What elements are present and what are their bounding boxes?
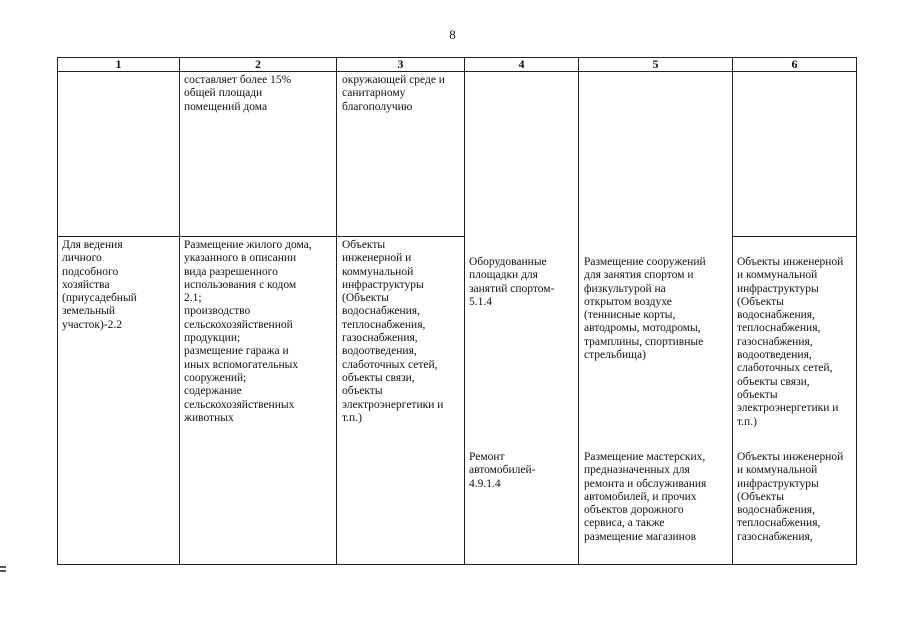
table-border-bottom xyxy=(57,564,857,565)
table-cell: Объекты инженерной и коммунальной инфраструктуры (Объекты водоснабжения, теплоснабжения, газоснабжения, водоотведения, слаботочных сетей, объекты связи, объекты электроэнергетики и т.п.) xyxy=(737,256,844,428)
table-border-right xyxy=(856,57,857,565)
table-cell: Размещение сооружений для занятия спортом и физкультурой на открытом воздухе (теннисные корты, автодромы, мотодромы, трамплины, спортивные стрельбища) xyxy=(584,256,706,362)
column-divider xyxy=(464,57,465,565)
row-divider xyxy=(732,236,857,237)
table-cell: составляет более 15% общей площади помещений дома xyxy=(184,74,292,113)
column-divider xyxy=(179,57,180,565)
column-header-6: 6 xyxy=(791,57,798,71)
table-cell: Размещение жилого дома, указанного в описании вида разрешенного использования с кодом 2.1; производство сельскохозяйственной продукции; размещение гаража и иных вспомогательных сооружений; содержание сельскохозяйственных животных xyxy=(184,239,312,424)
table-cell: Для ведения личного подсобного хозяйства (приусадебный земельный участок)-2.2 xyxy=(62,239,137,331)
column-divider xyxy=(732,57,733,565)
table-cell: Размещение мастерских, предназначенных для ремонта и обслуживания автомобилей, и прочих объектов дорожного сервиса, а также размещение магазинов xyxy=(584,451,707,543)
column-header-3: 3 xyxy=(397,57,404,71)
table-cell: окружающей среде и санитарному благополучию xyxy=(342,74,445,113)
row-divider xyxy=(57,236,465,237)
page-number: 8 xyxy=(449,27,456,42)
scan-edge-mark xyxy=(0,566,6,568)
table-cell: Объекты инженерной и коммунальной инфраструктуры (Объекты водоснабжения, теплоснабжения, газоснабжения, водоотведения, слаботочных сетей, объекты связи, объекты электроэнергетики и т.п.) xyxy=(342,239,444,424)
scan-edge-mark xyxy=(0,570,6,572)
table-cell: Ремонт автомобилей- 4.9.1.4 xyxy=(469,451,536,490)
column-header-4: 4 xyxy=(518,57,525,71)
table-cell: Объекты инженерной и коммунальной инфраструктуры (Объекты водоснабжения, теплоснабжения, газоснабжения, xyxy=(737,451,844,543)
column-header-5: 5 xyxy=(652,57,659,71)
column-header-1: 1 xyxy=(115,57,122,71)
table-border-left xyxy=(57,57,58,565)
column-divider xyxy=(578,57,579,565)
column-divider xyxy=(336,57,337,565)
header-divider xyxy=(57,71,857,72)
column-header-2: 2 xyxy=(255,57,261,71)
table-cell: Оборудованные площадки для занятий спортом- 5.1.4 xyxy=(469,256,555,308)
